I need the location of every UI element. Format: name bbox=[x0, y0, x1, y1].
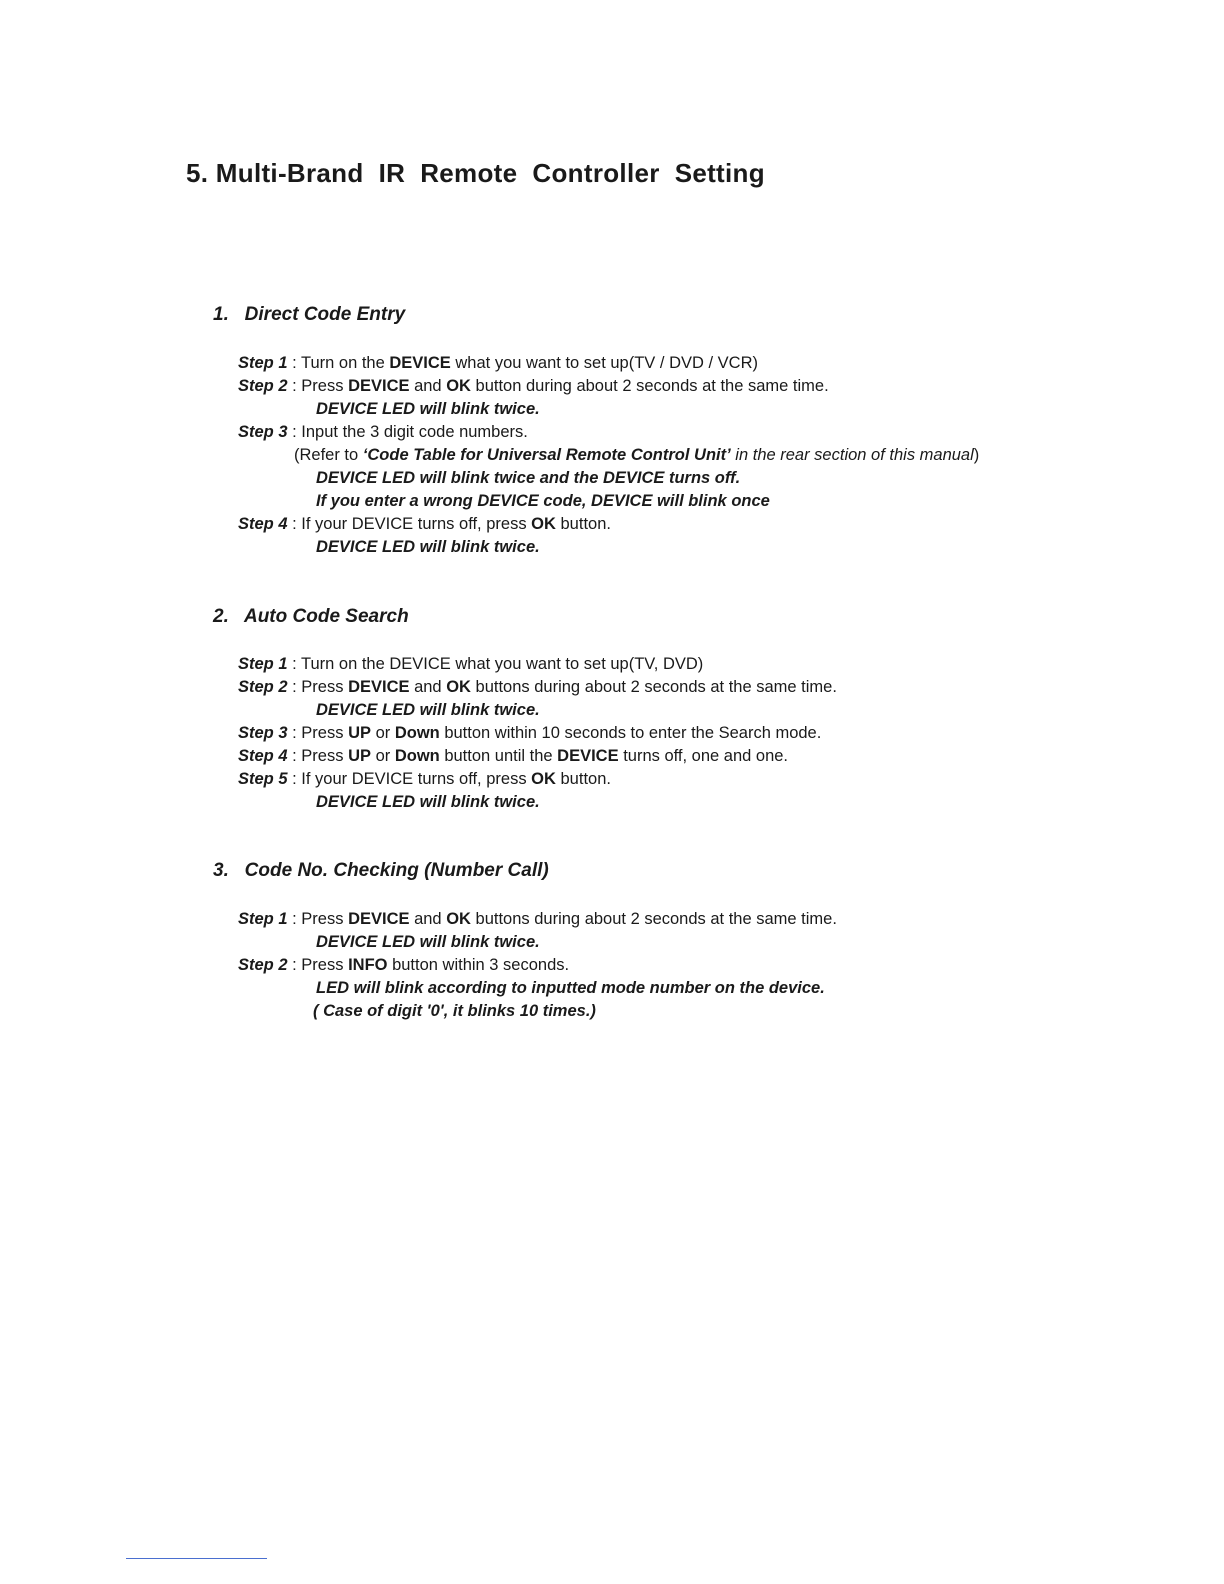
direct-step-3 bbox=[238, 422, 528, 442]
step-separator: : bbox=[287, 377, 302, 395]
step-label: Step 3 bbox=[238, 423, 288, 441]
step-separator: : bbox=[287, 678, 302, 696]
checking-step-2 bbox=[238, 955, 569, 975]
checking-step-1 bbox=[238, 909, 837, 929]
step-text: buttons during about 2 seconds at the same time. bbox=[470, 910, 837, 928]
step-text: Press bbox=[301, 724, 349, 742]
step-keyword: Down bbox=[394, 747, 440, 765]
step-text: and bbox=[409, 377, 447, 395]
auto-step-2 bbox=[238, 677, 837, 697]
auto-step-1 bbox=[238, 654, 703, 674]
step-label: Step 1 bbox=[238, 655, 288, 673]
direct-reference-line bbox=[294, 445, 979, 465]
step-text: Input the 3 digit code numbers. bbox=[301, 423, 528, 441]
step-text: buttons during about 2 seconds at the same time. bbox=[470, 678, 837, 696]
auto-step-4 bbox=[238, 746, 788, 766]
direct-note-led-blink-final: DEVICE LED will blink twice. bbox=[316, 538, 540, 556]
step-text: Press bbox=[301, 747, 349, 765]
step-label: Step 1 bbox=[238, 910, 288, 928]
step-keyword: Down bbox=[394, 724, 440, 742]
direct-note-wrong-code: If you enter a wrong DEVICE code, DEVICE will blink once bbox=[316, 492, 770, 510]
footer-rule bbox=[126, 1558, 267, 1559]
direct-step-4 bbox=[238, 514, 611, 534]
auto-note-led-blink-final: DEVICE LED will blink twice. bbox=[316, 793, 540, 811]
auto-step-3 bbox=[238, 723, 821, 743]
step-separator: : bbox=[287, 770, 302, 788]
step-label: Step 5 bbox=[238, 770, 288, 788]
step-keyword: OK bbox=[446, 678, 471, 696]
step-text: Turn on the bbox=[301, 354, 390, 372]
step-text: If your DEVICE turns off, press bbox=[301, 770, 532, 788]
step-label: Step 4 bbox=[238, 515, 288, 533]
checking-note-digit-zero: ( Case of digit '0', it blinks 10 times.) bbox=[313, 1002, 596, 1020]
direct-note-turns-off: DEVICE LED will blink twice and the DEVICE turns off. bbox=[316, 469, 741, 487]
step-text: button. bbox=[555, 515, 611, 533]
step-separator: : bbox=[287, 724, 302, 742]
step-separator: : bbox=[287, 910, 302, 928]
step-separator: : bbox=[287, 655, 301, 673]
step-text: If your DEVICE turns off, press bbox=[301, 515, 532, 533]
checking-note-led-blink: DEVICE LED will blink twice. bbox=[316, 933, 540, 951]
step-text: Press bbox=[301, 956, 349, 974]
auto-note-led-blink: DEVICE LED will blink twice. bbox=[316, 701, 540, 719]
ref-text: ) bbox=[973, 446, 980, 464]
step-text: Press bbox=[301, 910, 349, 928]
step-text: button during about 2 seconds at the same time. bbox=[470, 377, 829, 395]
step-text: and bbox=[409, 678, 447, 696]
step-text: button within 10 seconds to enter the Search mode. bbox=[439, 724, 822, 742]
step-keyword: UP bbox=[348, 724, 371, 742]
step-text: or bbox=[370, 724, 395, 742]
step-label: Step 3 bbox=[238, 724, 288, 742]
step-text: button within 3 seconds. bbox=[387, 956, 570, 974]
step-separator: : bbox=[287, 747, 302, 765]
step-keyword: DEVICE bbox=[389, 354, 451, 372]
checking-note-mode-number: LED will blink according to inputted mode number on the device. bbox=[316, 979, 825, 997]
direct-note-led-blink: DEVICE LED will blink twice. bbox=[316, 400, 540, 418]
step-keyword: DEVICE bbox=[348, 910, 410, 928]
direct-step-2 bbox=[238, 376, 829, 396]
step-keyword: OK bbox=[446, 377, 471, 395]
step-separator: : bbox=[287, 956, 302, 974]
step-label: Step 2 bbox=[238, 956, 288, 974]
step-separator: : bbox=[287, 515, 302, 533]
step-separator: : bbox=[287, 354, 301, 372]
step-keyword: DEVICE bbox=[348, 678, 410, 696]
step-text: Press bbox=[301, 377, 349, 395]
page-title: 5. Multi-Brand IR Remote Controller Setting bbox=[186, 158, 765, 188]
step-keyword: OK bbox=[531, 770, 556, 788]
step-text: button. bbox=[555, 770, 611, 788]
ref-location: in the rear section of this manual bbox=[730, 446, 974, 464]
step-text: or bbox=[370, 747, 395, 765]
step-text: Turn on the DEVICE what you want to set up(TV, DVD) bbox=[301, 655, 704, 673]
step-keyword: OK bbox=[446, 910, 471, 928]
section-heading-code-no-checking: 3. Code No. Checking (Number Call) bbox=[213, 860, 549, 881]
step-text: Press bbox=[301, 678, 349, 696]
auto-step-5 bbox=[238, 769, 611, 789]
step-keyword: DEVICE bbox=[348, 377, 410, 395]
step-text: and bbox=[409, 910, 447, 928]
step-label: Step 2 bbox=[238, 678, 288, 696]
direct-step-1 bbox=[238, 353, 758, 373]
step-keyword: INFO bbox=[348, 956, 388, 974]
step-keyword: DEVICE bbox=[557, 747, 619, 765]
step-label: Step 2 bbox=[238, 377, 288, 395]
ref-code-table-title: ‘Code Table for Universal Remote Control Unit’ bbox=[362, 446, 731, 464]
step-separator: : bbox=[287, 423, 302, 441]
section-heading-auto-code-search: 2. Auto Code Search bbox=[213, 606, 409, 627]
step-text: turns off, one and one. bbox=[618, 747, 789, 765]
step-text: what you want to set up(TV / DVD / VCR) bbox=[450, 354, 758, 372]
step-text: button until the bbox=[439, 747, 558, 765]
step-label: Step 4 bbox=[238, 747, 288, 765]
step-label: Step 1 bbox=[238, 354, 288, 372]
ref-text: (Refer to bbox=[294, 446, 363, 464]
section-heading-direct-code-entry: 1. Direct Code Entry bbox=[213, 304, 406, 325]
step-keyword: UP bbox=[348, 747, 371, 765]
step-keyword: OK bbox=[531, 515, 556, 533]
